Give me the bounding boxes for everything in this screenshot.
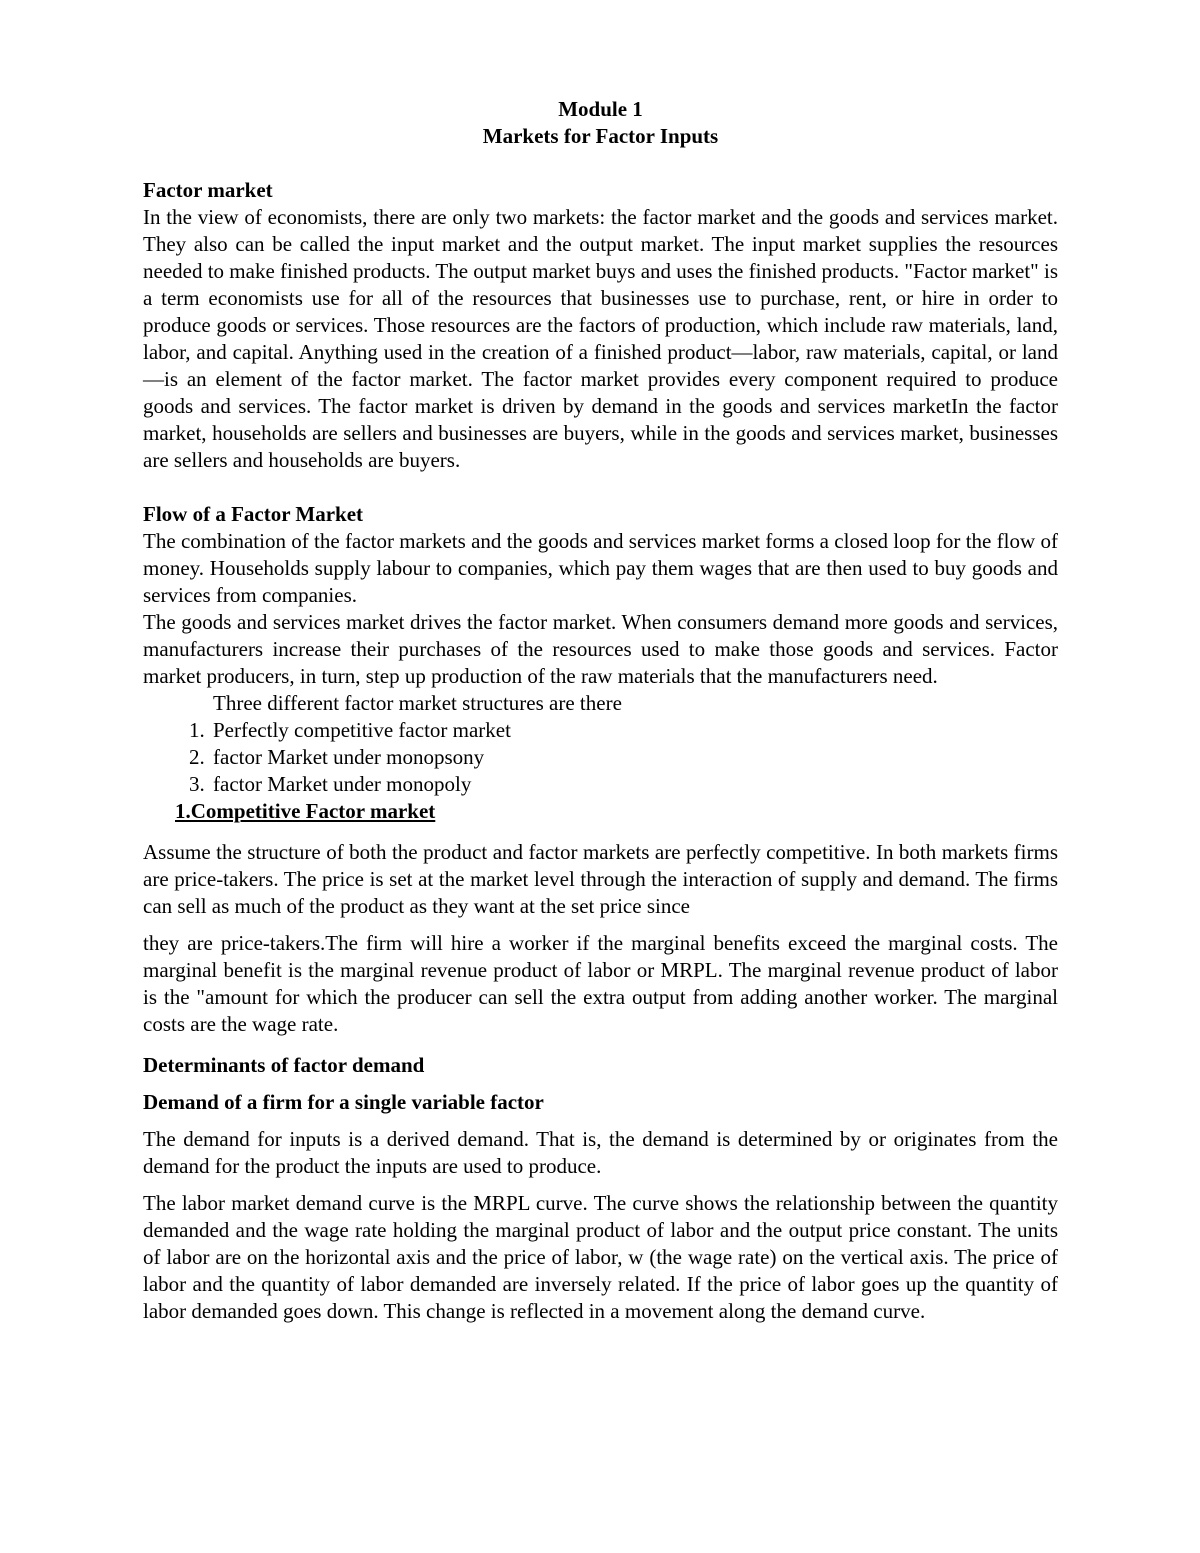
competitive-paragraph-2: they are price-takers.The firm will hire a worker if the marginal benefits exceed the marginal costs. The marginal benefit is the marginal revenue product of labor or MRPL. The marginal revenue product of labor is the "amount for which the producer can sell the extra output from adding another worker. The marginal costs are the wage rate. [143, 931, 1058, 1036]
factor-market-heading: Factor market [143, 178, 273, 202]
document-page [143, 96, 1058, 1325]
list-item [143, 717, 1058, 744]
competitive-paragraph-1: Assume the structure of both the product and factor markets are perfectly competitive. In both markets firms are price-takers. The price is set at the market level through the interaction of supply and demand. The firms can sell as much of the product as they want at the set price since [143, 840, 1058, 918]
document-title: Markets for Factor Inputs [482, 124, 719, 148]
list-item-number: 1. [189, 718, 205, 742]
flow-heading: Flow of a Factor Market [143, 502, 364, 526]
flow-paragraph-1: The combination of the factor markets and the goods and services market forms a closed loop for the flow of money. Households supply labour to companies, which pay them wages that are then used to buy goods and services from companies. [143, 529, 1058, 607]
list-item [143, 744, 1058, 771]
derived-demand-paragraph: The demand for inputs is a derived demand. That is, the demand is determined by or originates from the demand for the product the inputs are used to produce. [143, 1127, 1058, 1178]
list-item-number: 2. [189, 745, 205, 769]
competitive-factor-market-heading: 1.Competitive Factor market [175, 799, 436, 823]
list-item-text: Perfectly competitive factor market [213, 718, 511, 742]
flow-paragraph-2: The goods and services market drives the factor market. When consumers demand more goods and services, manufacturers increase their purchases of the resources used to make those goods and services. Factor market producers, in turn, step up production of the raw materials that the manufacturers need. [143, 610, 1058, 688]
structures-list [143, 717, 1058, 798]
list-item-text: factor Market under monopsony [213, 745, 485, 769]
determinants-heading: Determinants of factor demand [143, 1053, 425, 1077]
structures-intro: Three different factor market structures are there [213, 691, 622, 715]
module-title: Module 1 [558, 97, 643, 121]
single-factor-heading: Demand of a firm for a single variable factor [143, 1090, 544, 1114]
list-item [143, 771, 1058, 798]
list-item-text: factor Market under monopoly [213, 772, 472, 796]
mrpl-paragraph: The labor market demand curve is the MRPL curve. The curve shows the relationship between the quantity demanded and the wage rate holding the marginal product of labor and the output price constant. The units of labor are on the horizontal axis and the price of labor, w (the wage rate) on the vertical axis. The price of labor and the quantity of labor demanded are inversely related. If the price of labor goes up the quantity of labor demanded goes down. This change is reflected in a movement along the demand curve. [143, 1191, 1058, 1323]
factor-market-paragraph: In the view of economists, there are only two markets: the factor market and the goods and services market. They also can be called the input market and the output market. The input market supplies the resources needed to make finished products. The output market buys and uses the finished products. "Factor market" is a term economists use for all of the resources that businesses use to purchase, rent, or hire in order to produce goods or services. Those resources are the factors of production, which include raw materials, land, labor, and capital. Anything used in the creation of a finished product—labor, raw materials, capital, or land—is an element of the factor market. The factor market provides every component required to produce goods and services. The factor market is driven by demand in the goods and services marketIn the factor market, households are sellers and businesses are buyers, while in the goods and services market, businesses are sellers and households are buyers. [143, 205, 1058, 472]
list-item-number: 3. [189, 772, 205, 796]
